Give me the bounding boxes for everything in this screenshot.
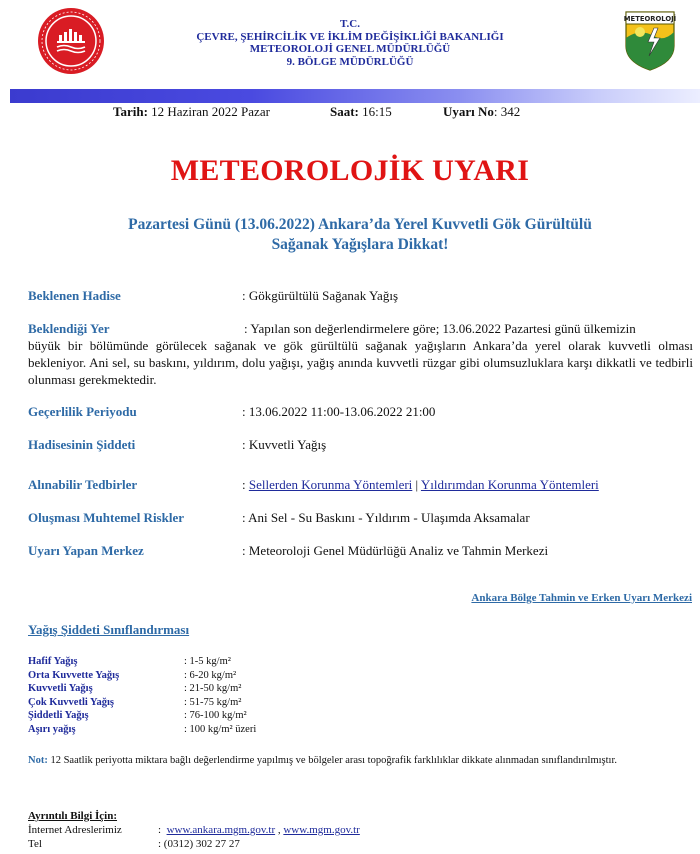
field-issuing-center: [28, 542, 693, 559]
contact-heading: Ayrıntılı Bilgi İçin:: [28, 810, 118, 822]
web-colon: :: [158, 824, 162, 836]
field-value: : 13.06.2022 11:00-13.06.2022 21:00: [242, 404, 436, 419]
date-label: Tarih:: [113, 104, 148, 119]
field-severity: [28, 436, 693, 453]
field-value-first-line: : Yapılan son değerlendirmelere göre; 13.06.2022 Pazartesi günü ülkemizin: [244, 321, 636, 336]
warning-headline: [60, 215, 660, 255]
classification-row: [28, 724, 428, 738]
link-separator: |: [412, 477, 421, 492]
time-field: [330, 104, 392, 120]
headline-line-2: Sağanak Yağışlara Dikkat!: [271, 236, 449, 253]
field-label: Oluşması Muhtemel Riskler: [28, 510, 184, 525]
ankara-mgm-link[interactable]: www.ankara.mgm.gov.tr: [166, 824, 276, 836]
tel-label: Tel: [28, 838, 42, 850]
web-value: [158, 824, 360, 836]
page-title: METEOROLOJİK UYARI: [170, 154, 530, 187]
date-field: [113, 104, 270, 120]
classification-name: Kuvvetli Yağış: [28, 683, 93, 695]
tel-value: : (0312) 302 27 27: [158, 838, 240, 850]
field-label: Beklendiği Yer: [28, 321, 110, 336]
classification-name: Çok Kuvvetli Yağış: [28, 696, 114, 708]
warning-number-value: : 342: [493, 104, 521, 119]
contact-web-row: [28, 824, 628, 838]
field-validity-period: [28, 403, 693, 420]
lightning-protection-link[interactable]: Yıldırımdan Korunma Yöntemleri: [420, 477, 599, 492]
classification-note: [28, 754, 638, 768]
time-value: 16:15: [362, 104, 392, 119]
regional-forecast-center-link[interactable]: Ankara Bölge Tahmin ve Erken Uyarı Merkezi: [471, 592, 692, 604]
header-line-1: T.C.: [340, 18, 360, 30]
contact-tel-row: [28, 838, 628, 852]
classification-row: [28, 656, 428, 670]
field-label: Hadisesinin Şiddeti: [28, 437, 136, 452]
field-label: Geçerlilik Periyodu: [28, 404, 137, 419]
classification-row: [28, 697, 428, 711]
classification-row: [28, 683, 428, 697]
classification-name: Orta Kuvvette Yağış: [28, 669, 120, 681]
classification-value: : 1-5 kg/m²: [184, 656, 231, 667]
warning-number-field: [443, 104, 520, 120]
field-precautions: [28, 476, 693, 493]
web-label: İnternet Adreslerimiz: [28, 824, 122, 836]
field-value: : Ani Sel - Su Baskını - Yıldırım - Ulaşımda Aksamalar: [242, 510, 530, 525]
classification-name: Hafif Yağış: [28, 656, 78, 667]
classification-value: : 76-100 kg/m²: [184, 710, 247, 722]
classification-heading: Yağış Şiddeti Sınıflandırması: [28, 622, 190, 637]
precautions-prefix: :: [242, 477, 249, 492]
field-label: Uyarı Yapan Merkez: [28, 543, 144, 558]
time-label: Saat:: [330, 104, 359, 119]
field-label: Alınabilir Tedbirler: [28, 477, 138, 492]
note-text: 12 Saatlik periyotta miktara bağlı değerlendirme yapılmış ve bölgeler arası topoğrafik farklılıklar dikkate alınmadan sınıflandırılmıştır.: [47, 755, 617, 766]
note-label: Not:: [28, 755, 48, 766]
flood-protection-link[interactable]: Sellerden Korunma Yöntemleri: [248, 477, 413, 492]
ministry-header: [0, 18, 700, 68]
field-value: : Gökgürültülü Sağanak Yağış: [242, 288, 398, 303]
header-line-2: ÇEVRE, ŞEHİRCİLİK VE İKLİM DEĞİŞİKLİĞİ BAKANLIĞI: [196, 30, 504, 43]
field-value: : Meteoroloji Genel Müdürlüğü Analiz ve Tahmin Merkezi: [242, 543, 549, 558]
classification-value: : 6-20 kg/m²: [184, 669, 237, 681]
mgm-link[interactable]: www.mgm.gov.tr: [283, 824, 360, 836]
field-value: : Kuvvetli Yağış: [242, 437, 327, 452]
field-expected-location: [28, 320, 693, 388]
classification-row: [28, 670, 428, 684]
header-line-4: 9. BÖLGE MÜDÜRLÜĞÜ: [286, 55, 414, 68]
classification-value: : 21-50 kg/m²: [184, 683, 242, 695]
header-line-3: METEOROLOJİ GENEL MÜDÜRLÜĞÜ: [249, 43, 451, 55]
field-label: Beklenen Hadise: [28, 288, 121, 303]
headline-line-1: Pazartesi Günü (13.06.2022) Ankara’da Yerel Kuvvetli Gök Gürültülü: [128, 216, 592, 233]
field-possible-risks: [28, 509, 693, 526]
classification-value: : 100 kg/m² üzeri: [184, 724, 257, 735]
classification-value: : 51-75 kg/m²: [184, 696, 242, 708]
warning-number-label: Uyarı No: [443, 104, 494, 119]
header-gradient-bar: [10, 89, 700, 103]
date-value: 12 Haziran 2022 Pazar: [151, 104, 270, 119]
meteorology-logo: [624, 10, 676, 72]
regional-center-link-wrap: [471, 592, 692, 604]
web-separator: ,: [275, 824, 284, 836]
classification-name: Şiddetli Yağış: [28, 710, 89, 722]
field-value-continuation: büyük bir bölümünde görülecek sağanak ve gök gürültülü sağanak yağışların Ankara’da yerel olarak kuvvetli olması bekleniyor. Ani sel, su baskını, yıldırım, dolu yağışı, yağış anında kuvvetli rüzgar gibi olumsuzluklara karşı dikkatli ve tedbirli olunması gerekmektedir.: [28, 338, 693, 387]
classification-name: Aşırı yağış: [28, 724, 76, 735]
field-expected-event: [28, 287, 693, 304]
logo-text: METEOROLOJİ: [624, 15, 676, 23]
classification-row: [28, 710, 428, 724]
field-value: [242, 476, 599, 493]
